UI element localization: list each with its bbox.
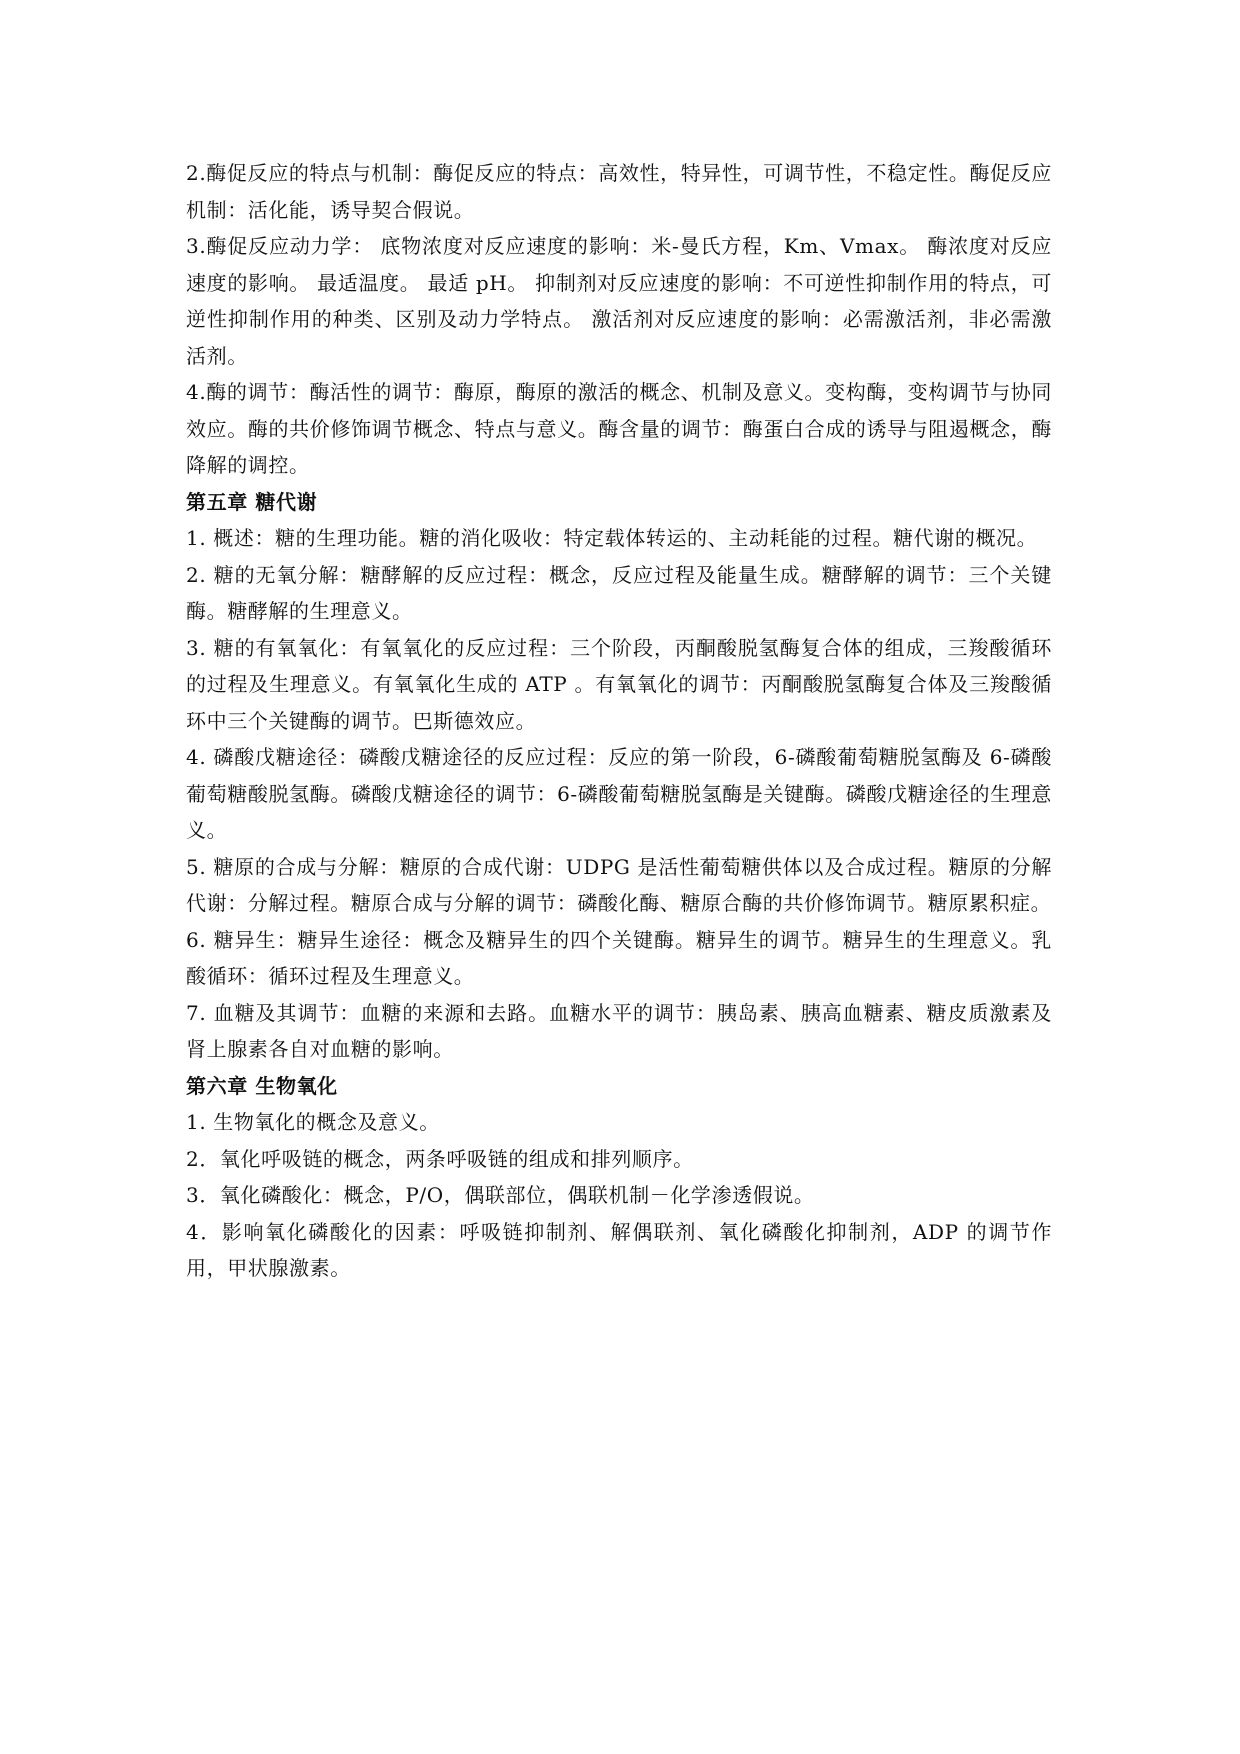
paragraph-enzyme-mechanism: 2.酶促反应的特点与机制：酶促反应的特点：高效性，特异性，可调节性，不稳定性。酶促反应机制：活化能，诱导契合假说。	[186, 161, 1052, 222]
chapter-5-item: 7. 血糖及其调节：血糖的来源和去路。血糖水平的调节：胰岛素、胰高血糖素、糖皮质激素及肾上腺素各自对血糖的影响。	[186, 1000, 1052, 1061]
chapter-6-item: 2．氧化呼吸链的概念，两条呼吸链的组成和排列顺序。	[186, 1146, 694, 1171]
chapter-5-item: 2. 糖的无氧分解：糖酵解的反应过程：概念，反应过程及能量生成。糖酵解的调节：三个关键酶。糖酵解的生理意义。	[186, 562, 1052, 623]
chapter-6-item: 4．影响氧化磷酸化的因素：呼吸链抑制剂、解偶联剂、氧化磷酸化抑制剂，ADP 的调节作用，甲状腺激素。	[186, 1219, 1052, 1280]
chapter-5-item: 3. 糖的有氧氧化：有氧氧化的反应过程：三个阶段，丙酮酸脱氢酶复合体的组成，三羧酸循环的过程及生理意义。有氧氧化生成的 ATP 。有氧氧化的调节：丙酮酸脱氢酶复合体及三羧酸循环中三个关键酶的调节。巴斯德效应。	[186, 635, 1052, 733]
document-body	[186, 155, 1052, 1287]
chapter-5-item: 4. 磷酸戊糖途径：磷酸戊糖途径的反应过程：反应的第一阶段，6-磷酸葡萄糖脱氢酶及 6-磷酸葡萄糖酸脱氢酶。磷酸戊糖途径的调节：6-磷酸葡萄糖脱氢酶是关键酶。磷酸戊糖途径的生理意义。	[186, 745, 1052, 842]
chapter-5-item: 1. 概述：糖的生理功能。糖的消化吸收：特定载体转运的、主动耗能的过程。糖代谢的概况。	[186, 526, 1038, 550]
chapter-6-item: 1. 生物氧化的概念及意义。	[186, 1110, 440, 1134]
chapter-5-item: 6. 糖异生：糖异生途径：概念及糖异生的四个关键酶。糖异生的调节。糖异生的生理意义。乳酸循环：循环过程及生理意义。	[186, 927, 1052, 988]
paragraph-enzyme-regulation: 4.酶的调节：酶活性的调节：酶原，酶原的激活的概念、机制及意义。变构酶，变构调节与协同效应。酶的共价修饰调节概念、特点与意义。酶含量的调节：酶蛋白合成的诱导与阻遏概念，酶降解的调控。	[186, 380, 1052, 477]
chapter-5-heading: 第五章 糖代谢	[186, 489, 318, 514]
chapter-6-heading: 第六章 生物氧化	[186, 1073, 338, 1098]
paragraph-enzyme-kinetics: 3.酶促反应动力学： 底物浓度对反应速度的影响：米-曼氏方程，Km、Vmax。 酶浓度对反应速度的影响。 最适温度。 最适 pH。 抑制剂对反应速度的影响：不可逆性抑制作用的特点，可逆性抑制作用的种类、区别及动力学特点。 激活剂对反应速度的影响：必需激活剂，非必需激活剂。	[186, 234, 1052, 368]
chapter-5-item: 5. 糖原的合成与分解：糖原的合成代谢：UDPG 是活性葡萄糖供体以及合成过程。糖原的分解代谢：分解过程。糖原合成与分解的调节：磷酸化酶、糖原合酶的共价修饰调节。糖原累积症。	[186, 854, 1052, 915]
chapter-6-item: 3．氧化磷酸化：概念，P/O，偶联部位，偶联机制－化学渗透假说。	[186, 1183, 815, 1207]
